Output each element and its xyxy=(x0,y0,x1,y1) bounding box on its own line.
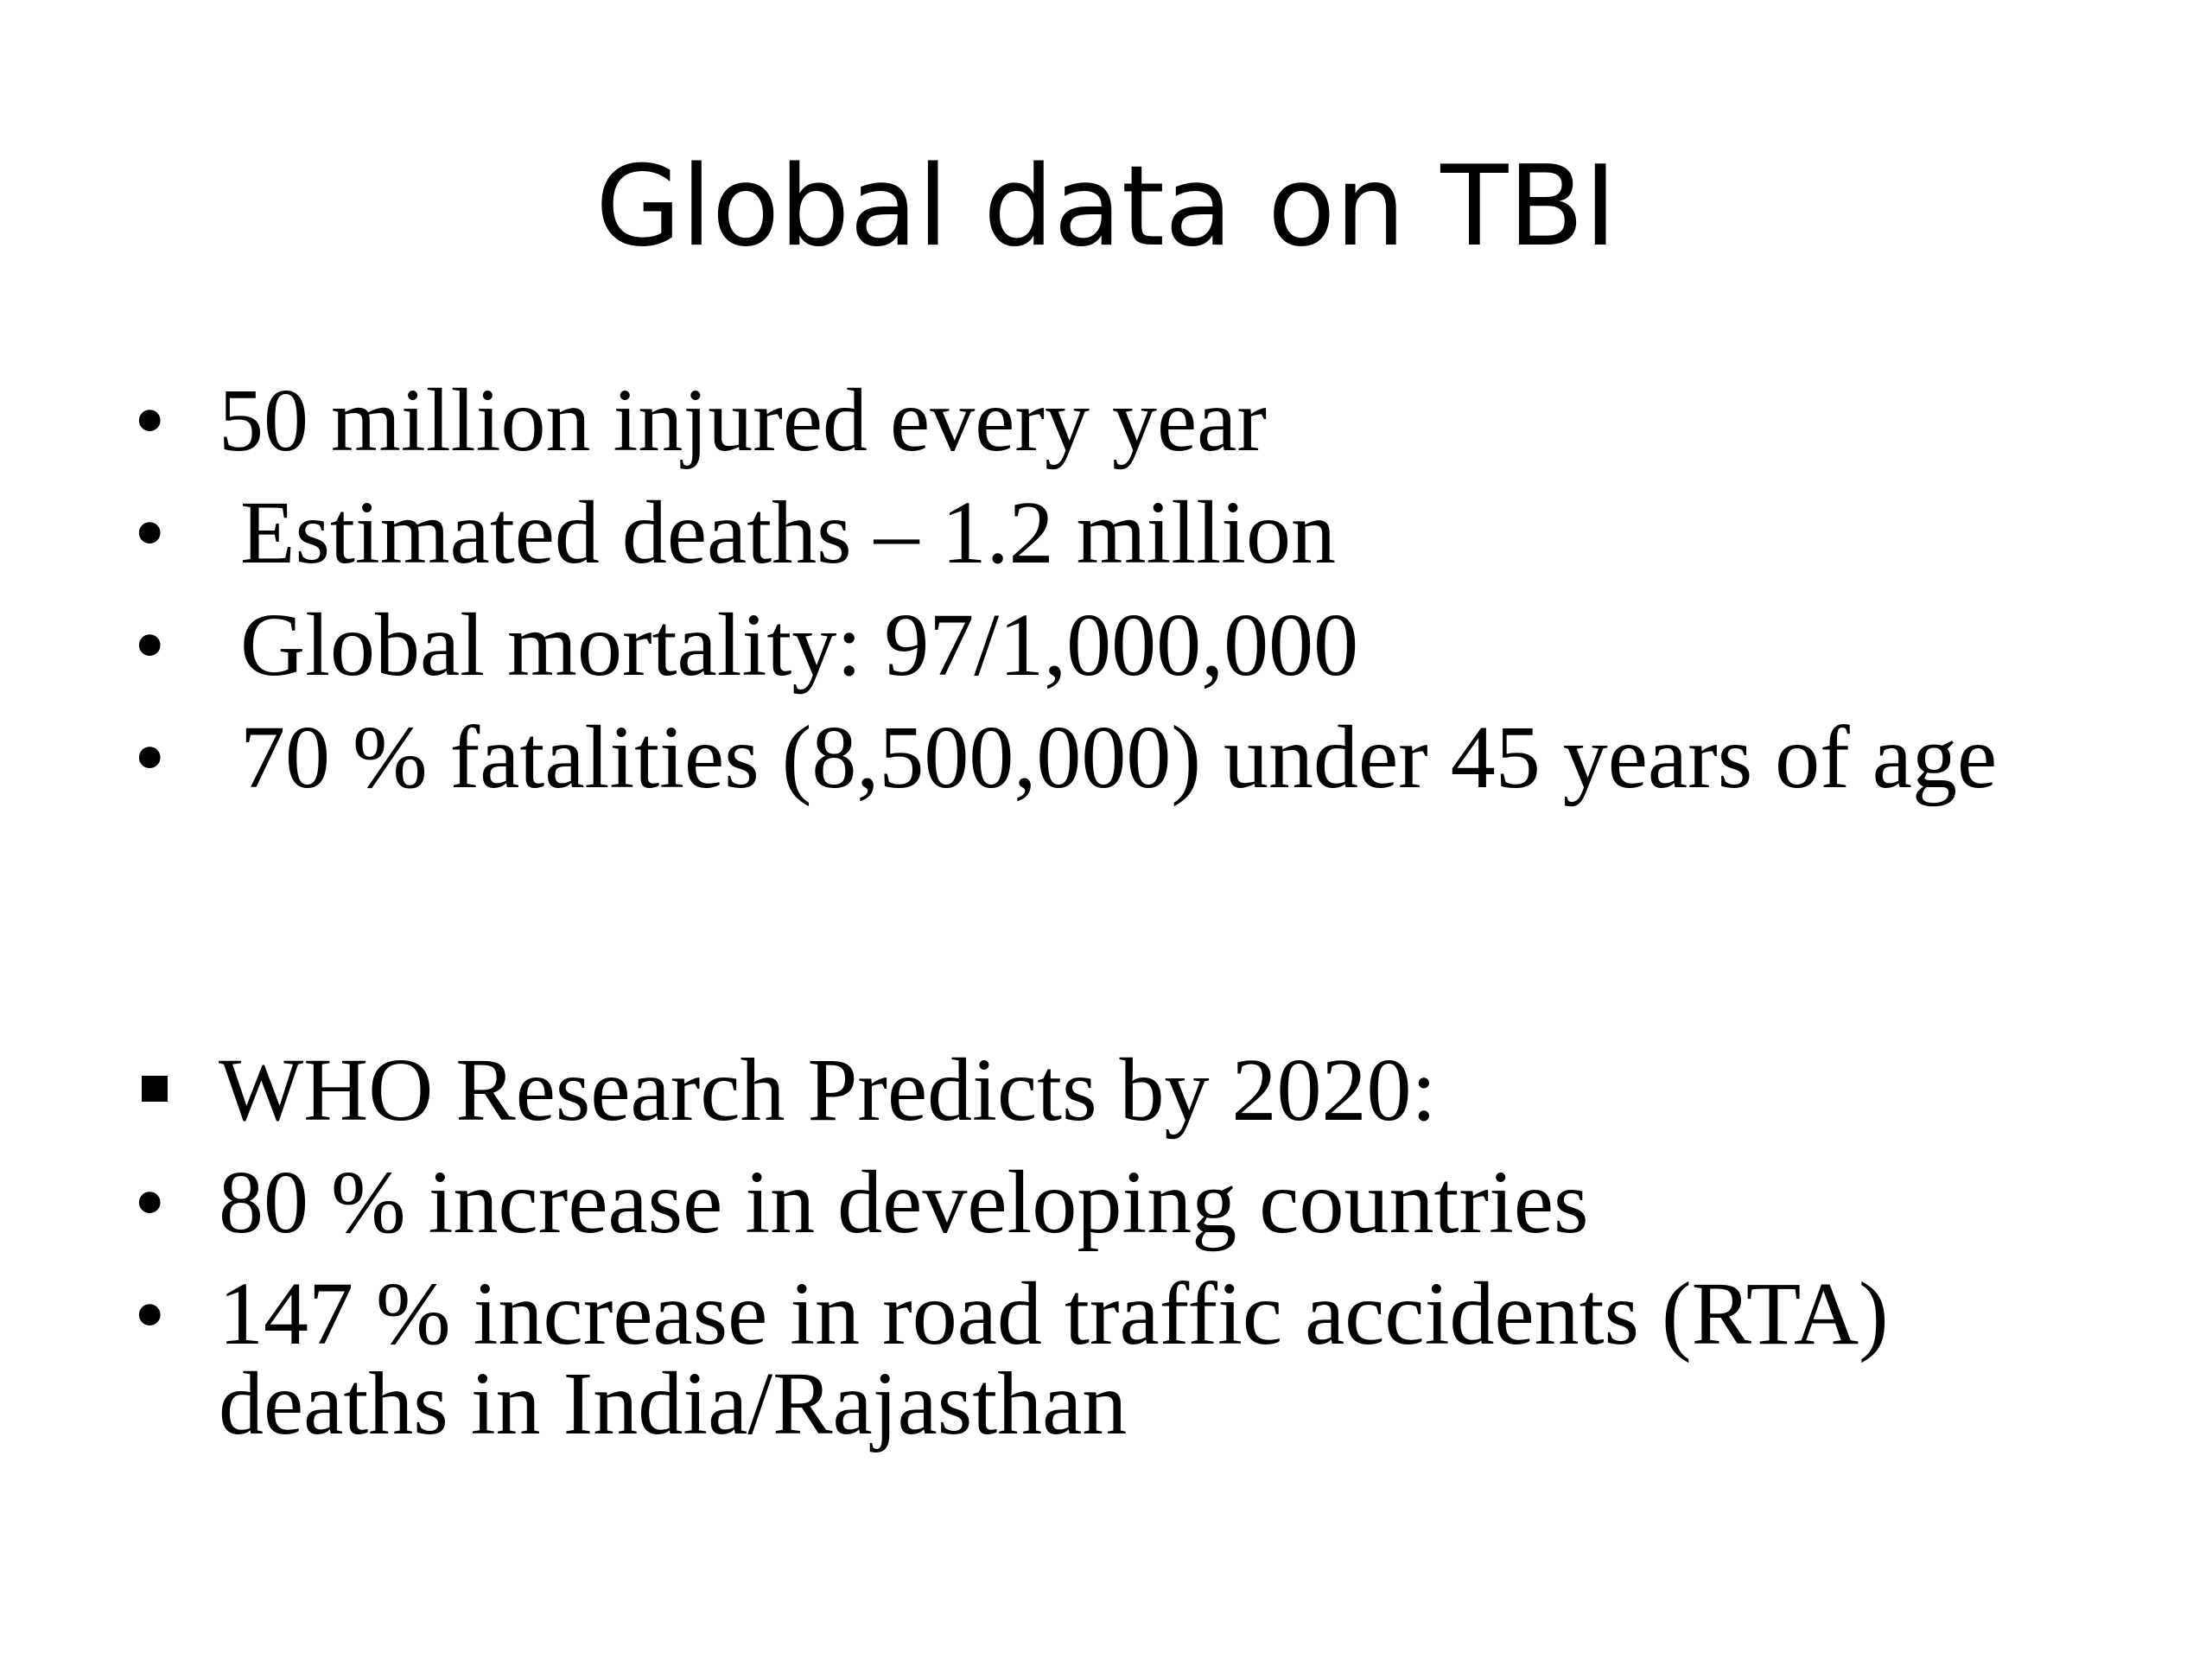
bullet-item xyxy=(0,1259,2212,1458)
bullet-text: 50 million injured every year xyxy=(219,371,1267,470)
bullet-item xyxy=(0,589,2212,702)
bullet-dot-icon: • xyxy=(134,371,166,470)
bullet-item xyxy=(0,1147,2212,1259)
square-bullet-icon xyxy=(142,1076,168,1102)
bullet-text: 80 % increase in developing countries xyxy=(219,1153,1589,1252)
bullet-item xyxy=(0,477,2212,589)
bullet-dot-icon: • xyxy=(134,708,166,807)
bullet-text: Estimated deaths – 1.2 million xyxy=(240,483,1337,582)
bullet-list-who-predictions xyxy=(0,1034,2212,1458)
bullet-dot-icon: • xyxy=(134,595,166,695)
bullet-item xyxy=(0,365,2212,477)
bullet-text: 70 % fatalities (8,500,000) under 45 years of age xyxy=(240,708,1998,807)
bullet-list-global-stats xyxy=(0,365,2212,814)
bullet-item xyxy=(0,702,2212,814)
bullet-item xyxy=(0,1034,2212,1147)
bullet-text: Global mortality: 97/1,000,000 xyxy=(240,595,1359,695)
bullet-text: WHO Research Predicts by 2020: xyxy=(219,1040,1437,1140)
slide-title: Global data on TBI xyxy=(595,143,1617,271)
bullet-text: 147 % increase in road traffic accidents (RTA) deaths in India/Rajasthan xyxy=(219,1264,1889,1453)
bullet-dot-icon: • xyxy=(134,1153,166,1252)
bullet-dot-icon: • xyxy=(134,483,166,582)
bullet-dot-icon: • xyxy=(134,1265,166,1364)
